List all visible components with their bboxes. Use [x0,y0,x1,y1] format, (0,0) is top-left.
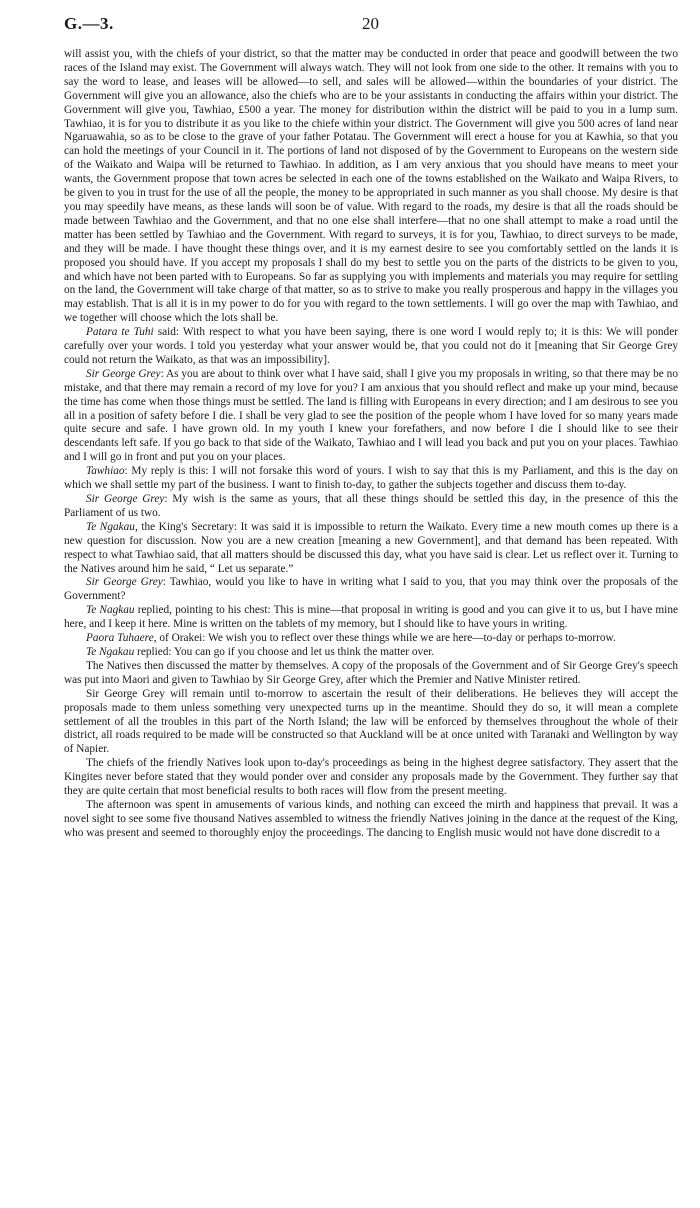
speaker-name: Sir George Grey [86,367,161,380]
paragraph [64,368,678,465]
paragraph-text: said: With respect to what you have been saying, there is one word I would reply to; it is this: We will ponder carefully over your words. I told you yesterday what your answer would be, that you could not do it [meaning that Sir George Grey could not return the Waikato, as that was an impossibility]. [64,326,678,366]
speaker-name: Patara te Tuhi [86,326,154,339]
paragraph [64,604,678,632]
paragraph [64,799,678,841]
paragraph-text: , the King's Secretary: It was said it is impossible to return the Waikato. Every time a new mouth comes up there is a new question for discussion. Now you are a new creation [meaning a new Government], and that demand has been repeated. With respect to what Tawhiao said, that all matters should be discussed this day, what you have said is clear. Let us reflect over it. Turning to the Natives around him he said, “ Let us separate.” [64,520,678,575]
paragraph-text: : My reply is this: I will not forsake this word of yours. I wish to say that this is my Parliament, and this is the day on which we shall settle my part of the business. I want to finish to-day, to gather the subjects together and discuss them to-day. [64,465,678,492]
paragraph [64,521,678,577]
speaker-name: Te Ngakau [86,645,135,658]
paragraph [64,757,678,799]
paragraph-text: The chiefs of the friendly Natives look upon to-day's proceedings as being in the highest degree satisfactory. They assert that the Kingites never before stated that they would ponder over and consider any proposals made by the Government. They further say that they are quite certain that most beneficial results to both races will flow from the present meeting. [64,757,678,798]
speaker-name: Te Ngakau [86,520,135,533]
paragraph-text: Sir George Grey will remain until to-morrow to ascertain the result of their deliberations. He believes they will accept the proposals made to them unless something very unexpected turns up in the meantime. Should they do so, it will mean a complete settlement of all the troubles in this part of the North Island; the law will be enforced by themselves throughout the whole of their district, all roads required to be made will be constructed so that Auckland will be at once united with Taranaki and Wellington by way of Napier. [64,687,678,756]
document-reference: G.—3. [64,14,114,33]
paragraph [64,493,678,521]
paragraph-text: , of Orakei: We wish you to reflect over these things while we are here—to-day or perhaps to-morrow. [153,632,616,645]
paragraph-text: will assist you, with the chiefs of your district, so that the matter may be conducted in order that peace and goodwill between the two races of the Island may exist. The Government will always watch. They will not look from one side to the other. It remains with you to say the word to lease, and leases will be allowed—to sell, and sales will be allowed—within the boundaries of your district. The Government will give you an allowance, also the chiefs who are to be your assistants in conducting the affairs within your district. The Government will give you, Tawhiao, £500 a year. The money for distribution within the district will be paid to you in a lump sum. Tawhiao, it is for you to distribute it as you like to the chiefe within your district. The Government will give you 500 acres of land near Ngaruawahia, so as to be close to the grave of your father Potatau. The Government will erect a house for you at Kawhia, so that you can hold the meetings of your Council in it. The portions of land not disposed of by the Government to Europeans on the western side of the Waikato and Waipa will be returned to Tawhiao. In addition, as I am very anxious that you should have means to meet your wants, the Government propose that town acres be selected in each one of the towns established on the Waikato and Waipa Rivers, to be given to you in trust for the use of all the people, the money to be appropriated in such manner as you shall choose. My desire is that you may speedily have means, as these lands will soon be of value. With regard to the roads, my desire is that all the roads should be made between Tawhiao and the Government, and that no one else shall interfere—that no one shall attempt to make a road until the matter has been settled by Tawhiao and the Government. With regard to surveys, it is for you, Tawhiao, to direct surveys to be made, and they will be made. I have thought these things over, and it is my earnest desire to see you comfortably settled on the lands it is proposed you should have. If you accept my proposals I shall do my best to settle you on the parts of the districts to be given to you, and which have not been parted with to Europeans. So far as supplying you with implements and materials you may require for settling on the land, the Government will take charge of that matter, so as to strive to make you really prosperous and happy in the villages you may establish. That is all it is in my power to do for you with regard to the town settlements. I will go over the map with Tawhiao, and we together will choose which the lots shall be. [64,48,678,325]
paragraph-text: replied: You can go if you choose and let us think the matter over. [134,645,435,658]
speaker-name: Paora Tuhaere [86,632,154,645]
paragraph-text: : My wish is the same as yours, that all these things should be settled this day, in the presence of this the Parliament of us two. [64,493,678,519]
paragraph [64,576,678,604]
speaker-name: Sir George Grey [86,576,163,589]
paragraph [64,465,678,493]
speaker-name: Sir George Grey [86,493,165,505]
paragraph [64,646,678,660]
paragraph-text: replied, pointing to his chest: This is mine—that proposal in writing is good and you can give it to us, but I have mine here, and I keep it here. Mine is written on the tablets of my memory, but I should like to have yours in writing. [64,604,678,631]
speaker-name: Tawhiao [86,465,125,478]
paragraph [64,326,678,368]
document-body [64,48,678,841]
speaker-name: Te Nagkau [86,604,135,617]
paragraph-text: The afternoon was spent in amusements of various kinds, and nothing can exceed the mirth and happiness that prevail. It was a novel sight to see some five thousand Natives assembled to witness the friendly Natives joining in the dance at the request of the King, who was present and seemed to thoroughly enjoy the proceedings. The dancing to English music would not have done discredit to a [64,798,678,839]
paragraph [64,688,678,758]
page-number: 20 [362,14,379,33]
paragraph [64,660,678,688]
page-header [64,14,678,48]
paragraph [64,48,678,326]
paragraph-text: The Natives then discussed the matter by themselves. A copy of the proposals of the Government and of Sir George Grey's speech was put into Maori and given to Tawhiao by Sir George Grey, after which the Premier and Native Minister retired. [64,659,678,686]
paragraph-text: : As you are about to think over what I have said, shall I give you my proposals in writing, so that there may be no mistake, and that there may remain a record of my love for you? I am anxious that you should reflect and make up your mind, because the time has come when those things must be settled. The land is filling with Europeans in every direction; and I am desirous to see you all in a position of safety before I die. I shall be very glad to see the position of the people whom I have loved for so many years made quite secure and safe. I have grown old. In my youth I knew your forefathers, and now before I die I should like to see their descendants left safe. If you go back to that side of the Waikato, Tawhiao and I will lead you back and put you on your places. Tawhiao and I will go in front and put you on your places. [64,367,678,464]
paragraph-text: : Tawhiao, would you like to have in writing what I said to you, that you may think over the proposals of the Government? [64,576,678,603]
paragraph [64,632,678,646]
